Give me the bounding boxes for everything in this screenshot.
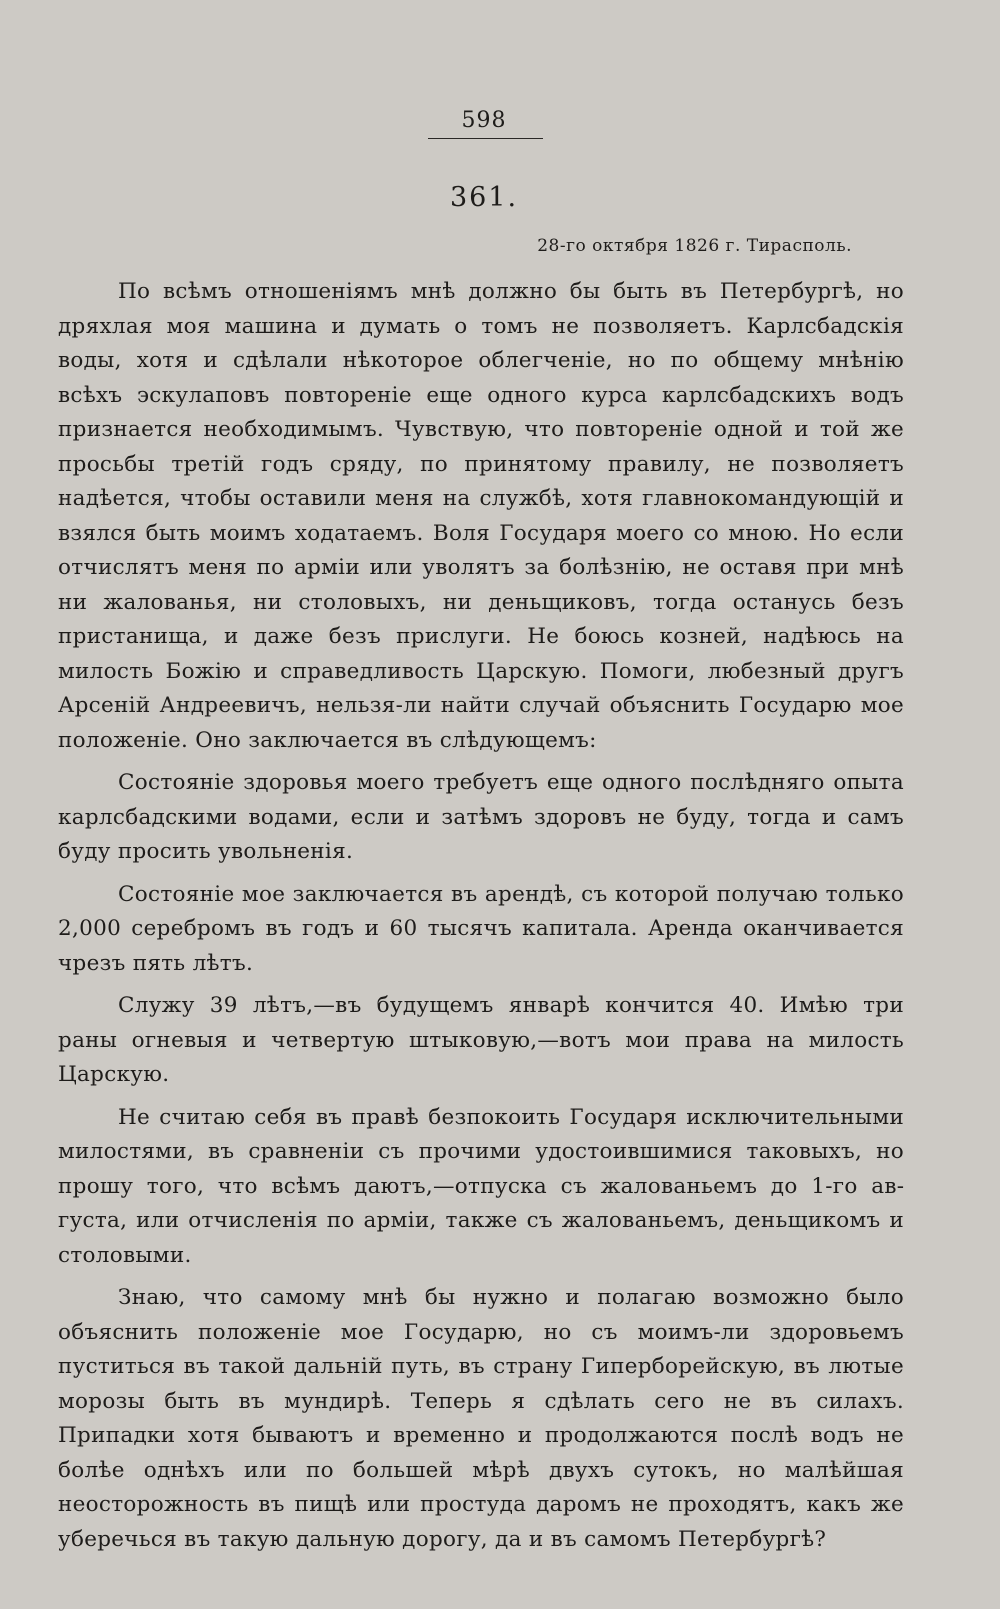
paragraph-5: Не считаю себя въ правѣ безпокоить Государя исключительными милостями, въ сравненіи съ прочими удостоившимися таковыхъ, но прошу того, что всѣмъ даютъ,—отпуска съ жалованьемъ до 1-го августа, или отчисленія по арміи, также съ жалованьемъ, деньщикомъ и столовыми. [58, 1104, 904, 1268]
paragraph-4: Служу 39 лѣтъ,—въ будущемъ январѣ кончится 40. Имѣю три раны огневыя и четвертую штыковую,—вотъ мои права на милость Царскую. [58, 993, 904, 1087]
letter-dateline: 28-го октября 1826 г. Тирасполь. [537, 236, 852, 256]
paragraph-3: Состояніе мое заключается въ арендѣ, съ которой получаю только 2,000 серебромъ въ годъ и 60 тысячъ капитала. Аренда оканчивается чрезъ пять лѣтъ. [58, 881, 904, 976]
letter-body [58, 275, 904, 1557]
page-number: 598 [461, 108, 507, 133]
document-number: 361. [449, 182, 519, 213]
page-number-rule [428, 138, 543, 139]
paragraph-2: Состояніе здоровья моего требуетъ еще одного послѣдняго опыта карлсбадскими водами, если и затѣмъ здоровъ не буду, тогда и самъ буду просить увольненія. [58, 770, 904, 864]
paragraph-1: По всѣмъ отношеніямъ мнѣ должно бы быть въ Петербургѣ, но дряхлая моя машина и думать о томъ не позволяетъ. Карлсбадскія воды, хотя и сдѣлали нѣкоторое облегченіе, но по общему мнѣнію всѣхъ эскулаповъ повтореніе еще одного курса карлсбадскихъ водъ признается необходимымъ. Чувствую, что повтореніе одной и той же просьбы третій годъ сряду, по принятому правилу, не позволяетъ надѣется, чтобы оставили меня на службѣ, хотя главнокомандующій и взялся быть моимъ ходатаемъ. Воля Государя моего со мною. Но если отчислятъ меня по арміи или уволятъ за болѣзнію, не оставя при мнѣ ни жалованья, ни столовыхъ, ни деньщиковъ, тогда останусь безъ пристанища, и даже безъ прислуги. Не боюсь козней, надѣюсь на милость Божію и справедливость Царскую. Помоги, любезный другъ Арсеній Андреевичъ, нельзя-ли найти случай объяснить Государю мое положеніе. Оно заключается въ слѣдующемъ: [58, 279, 904, 753]
paragraph-6: Знаю, что самому мнѣ бы нужно и полагаю возможно было объяснить положеніе мое Государю, но съ моимъ-ли здоровьемъ пуститься въ такой дальній путь, въ страну Гиперборейскую, въ лютые морозы быть въ мундирѣ. Теперь я сдѣлать сего не въ силахъ. Припадки хотя бываютъ и временно и продолжаются послѣ водъ не болѣе однѣхъ или по большей мѣрѣ двухъ сутокъ, но малѣйшая неосторожность въ пищѣ или простуда даромъ не проходятъ, какъ же уберечься въ такую дальную дорогу, да и въ самомъ Петербургѣ? [58, 1285, 904, 1552]
